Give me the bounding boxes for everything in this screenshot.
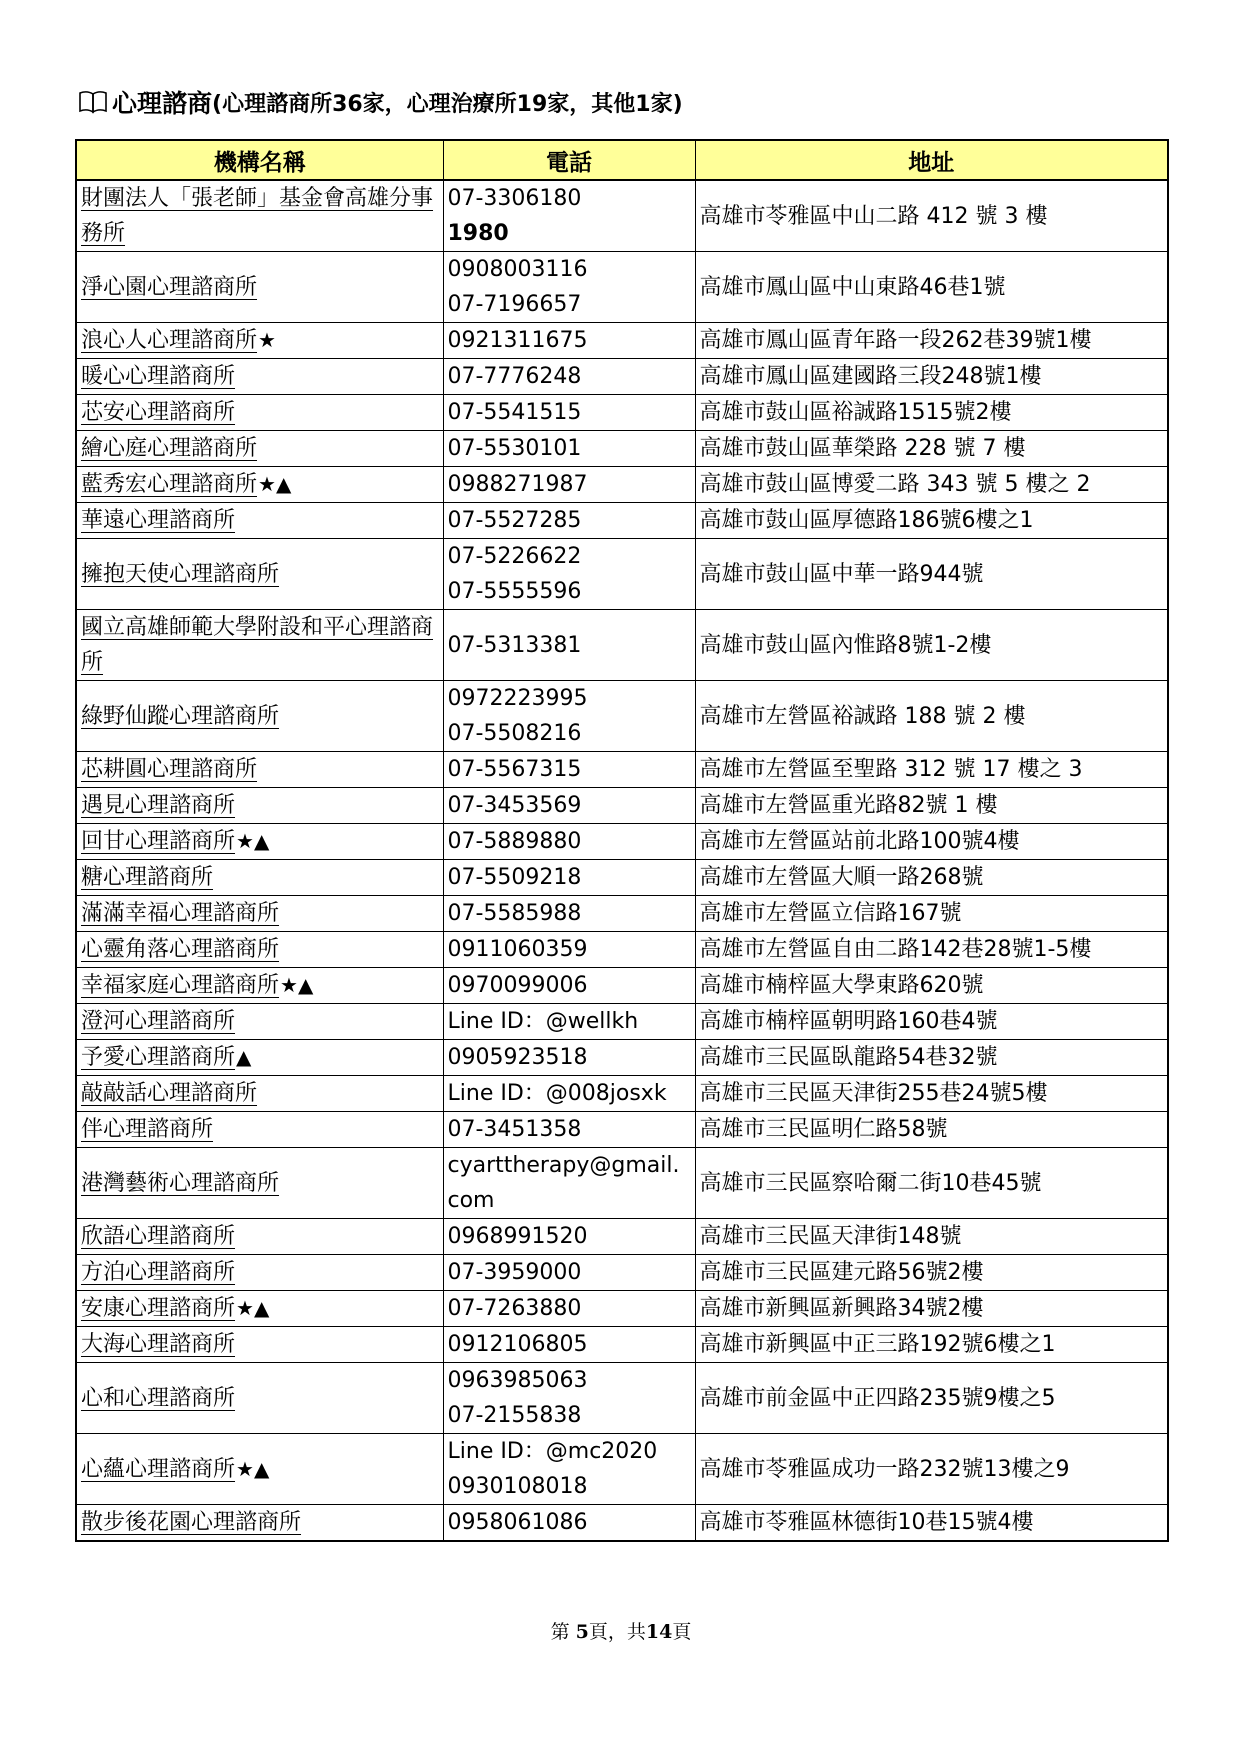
org-name: 滿滿幸福心理諮商所 — [81, 901, 280, 926]
org-name-cell — [76, 1040, 443, 1076]
org-name-cell — [76, 503, 443, 539]
phone-cell — [443, 788, 695, 824]
footer-total-pages: 14 — [645, 1621, 673, 1643]
address-cell: 高雄市鳳山區青年路一段262巷39號1樓 — [695, 323, 1168, 359]
org-name-cell — [76, 788, 443, 824]
org-name: 敲敲話心理諮商所 — [81, 1081, 258, 1106]
phone-number: 07-3453569 — [447, 793, 582, 818]
address-cell: 高雄市三民區明仁路58號 — [695, 1112, 1168, 1148]
address-cell: 高雄市楠梓區大學東路620號 — [695, 968, 1168, 1004]
phone-cell — [443, 1434, 695, 1505]
phone-cell — [443, 1255, 695, 1291]
table-row — [76, 1255, 1168, 1291]
phone-number: 0970099006 — [447, 973, 588, 998]
org-name-cell — [76, 752, 443, 788]
org-name-cell — [76, 395, 443, 431]
org-name-cell — [76, 467, 443, 503]
org-name: 欣語心理諮商所 — [81, 1224, 236, 1249]
org-name-cell — [76, 1148, 443, 1219]
org-name: 伴心理諮商所 — [81, 1117, 214, 1142]
table-row — [76, 1327, 1168, 1363]
org-name-cell — [76, 1112, 443, 1148]
phone-cell — [443, 752, 695, 788]
address-cell: 高雄市前金區中正四路235號9樓之5 — [695, 1363, 1168, 1434]
phone-cell — [443, 968, 695, 1004]
phone-number: cyarttherapy@gmail.com — [447, 1153, 680, 1213]
phone-number: 07-7263880 — [447, 1296, 582, 1321]
org-name: 財團法人「張老師」基金會高雄分事務所 — [81, 186, 434, 246]
org-marks: ▲ — [236, 1045, 252, 1069]
address-cell: 高雄市左營區裕誠路 188 號 2 樓 — [695, 681, 1168, 752]
org-name-cell — [76, 1076, 443, 1112]
org-name-cell — [76, 860, 443, 896]
address-cell: 高雄市鼓山區厚德路186號6樓之1 — [695, 503, 1168, 539]
phone-cell — [443, 1004, 695, 1040]
org-name: 安康心理諮商所 — [81, 1296, 236, 1321]
table-row — [76, 968, 1168, 1004]
phone-cell — [443, 824, 695, 860]
table-row — [76, 252, 1168, 323]
table-row — [76, 681, 1168, 752]
org-name-cell — [76, 252, 443, 323]
table-header-row — [76, 140, 1168, 180]
table-row — [76, 395, 1168, 431]
org-name: 國立高雄師範大學附設和平心理諮商所 — [81, 615, 434, 675]
phone-number: 0988271987 — [447, 472, 588, 497]
address-cell: 高雄市鳳山區建國路三段248號1樓 — [695, 359, 1168, 395]
phone-cell — [443, 1148, 695, 1219]
phone-number: 07-5555596 — [447, 579, 582, 604]
table-row — [76, 824, 1168, 860]
address-cell: 高雄市鼓山區華榮路 228 號 7 樓 — [695, 431, 1168, 467]
table-row — [76, 1040, 1168, 1076]
phone-number: 07-5313381 — [447, 632, 582, 658]
phone-cell — [443, 431, 695, 467]
org-name: 幸福家庭心理諮商所 — [81, 973, 280, 998]
phone-cell — [443, 1327, 695, 1363]
phone-number: 07-3959000 — [447, 1260, 582, 1285]
phone-number: 07-5527285 — [447, 508, 582, 533]
phone-cell — [443, 932, 695, 968]
org-name-cell — [76, 180, 443, 252]
footer-suffix: 頁 — [672, 1621, 692, 1643]
org-name: 繪心庭心理諮商所 — [81, 436, 258, 461]
phone-number: 07-3451358 — [447, 1117, 582, 1142]
address-cell: 高雄市鼓山區博愛二路 343 號 5 樓之 2 — [695, 467, 1168, 503]
table-row — [76, 1434, 1168, 1505]
org-name-cell — [76, 896, 443, 932]
org-name: 暖心心理諮商所 — [81, 364, 236, 389]
org-marks: ★▲ — [280, 973, 314, 997]
phone-number: 07-5889880 — [447, 829, 582, 854]
phone-cell — [443, 1076, 695, 1112]
phone-cell — [443, 896, 695, 932]
org-name-cell — [76, 359, 443, 395]
org-name: 浪心人心理諮商所 — [81, 328, 258, 353]
footer-prefix: 第 — [550, 1621, 576, 1643]
org-name: 藍秀宏心理諮商所 — [81, 472, 258, 497]
table-row — [76, 431, 1168, 467]
table-row — [76, 467, 1168, 503]
phone-number: 0921311675 — [447, 328, 588, 353]
org-name: 芯安心理諮商所 — [81, 400, 236, 425]
phone-number: 07-3306180 — [447, 186, 582, 211]
org-name: 心和心理諮商所 — [81, 1385, 236, 1411]
phone-cell — [443, 610, 695, 681]
phone-cell — [443, 1040, 695, 1076]
phone-number: 0930108018 — [447, 1474, 588, 1499]
phone-number: Line ID：@wellkh — [447, 1009, 639, 1034]
address-cell: 高雄市苓雅區林德街10巷15號4樓 — [695, 1505, 1168, 1542]
header-address: 地址 — [695, 140, 1168, 180]
address-cell: 高雄市左營區至聖路 312 號 17 樓之 3 — [695, 752, 1168, 788]
phone-cell — [443, 1291, 695, 1327]
phone-number: 07-5530101 — [447, 436, 582, 461]
phone-number: 0958061086 — [447, 1510, 588, 1535]
phone-cell — [443, 539, 695, 610]
phone-cell — [443, 681, 695, 752]
org-name: 綠野仙蹤心理諮商所 — [81, 703, 280, 729]
phone-cell — [443, 503, 695, 539]
footer-page-number: 5 — [575, 1621, 589, 1643]
phone-number: Line ID：@008josxk — [447, 1081, 667, 1106]
address-cell: 高雄市鳳山區中山東路46巷1號 — [695, 252, 1168, 323]
table-row — [76, 1505, 1168, 1542]
table-row — [76, 610, 1168, 681]
address-cell: 高雄市鼓山區中華一路944號 — [695, 539, 1168, 610]
open-book-icon — [78, 90, 108, 114]
table-row — [76, 896, 1168, 932]
phone-number: Line ID：@mc2020 — [447, 1439, 658, 1464]
table-row — [76, 323, 1168, 359]
page-footer — [0, 1617, 1242, 1644]
phone-number: 07-5508216 — [447, 721, 582, 746]
phone-number: 07-7196657 — [447, 292, 582, 317]
address-cell: 高雄市左營區大順一路268號 — [695, 860, 1168, 896]
table-row — [76, 1148, 1168, 1219]
table-row — [76, 539, 1168, 610]
address-cell: 高雄市楠梓區朝明路160巷4號 — [695, 1004, 1168, 1040]
phone-cell — [443, 323, 695, 359]
phone-cell — [443, 467, 695, 503]
address-cell: 高雄市三民區臥龍路54巷32號 — [695, 1040, 1168, 1076]
org-name: 大海心理諮商所 — [81, 1332, 236, 1357]
org-name: 心靈角落心理諮商所 — [81, 937, 280, 962]
org-name-cell — [76, 1255, 443, 1291]
org-name: 遇見心理諮商所 — [81, 793, 236, 818]
phone-number: 07-5585988 — [447, 901, 582, 926]
address-cell: 高雄市左營區自由二路142巷28號1-5樓 — [695, 932, 1168, 968]
address-cell: 高雄市左營區重光路82號 1 樓 — [695, 788, 1168, 824]
phone-cell — [443, 180, 695, 252]
footer-middle: 頁，共 — [588, 1621, 646, 1643]
table-row — [76, 1219, 1168, 1255]
phone-cell — [443, 252, 695, 323]
address-cell: 高雄市三民區天津街255巷24號5樓 — [695, 1076, 1168, 1112]
phone-number: 0905923518 — [447, 1045, 588, 1070]
org-name-cell — [76, 1291, 443, 1327]
org-name-cell — [76, 431, 443, 467]
table-row — [76, 788, 1168, 824]
table-row — [76, 1112, 1168, 1148]
phone-cell — [443, 359, 695, 395]
address-cell: 高雄市左營區站前北路100號4樓 — [695, 824, 1168, 860]
header-org-name: 機構名稱 — [76, 140, 443, 180]
table-row — [76, 1076, 1168, 1112]
section-heading — [78, 82, 683, 122]
phone-number: 0912106805 — [447, 1332, 588, 1357]
table-row — [76, 1004, 1168, 1040]
phone-number: 0968991520 — [447, 1224, 588, 1249]
org-name-cell — [76, 1219, 443, 1255]
org-name-cell — [76, 932, 443, 968]
table-row — [76, 503, 1168, 539]
org-name: 港灣藝術心理諮商所 — [81, 1170, 280, 1196]
org-name: 澄河心理諮商所 — [81, 1009, 236, 1034]
org-name-cell — [76, 610, 443, 681]
phone-number: 0972223995 — [447, 686, 588, 711]
table-row — [76, 1291, 1168, 1327]
phone-number: 07-7776248 — [447, 364, 582, 389]
phone-cell — [443, 1505, 695, 1542]
table-row — [76, 932, 1168, 968]
org-marks: ★▲ — [236, 829, 270, 853]
org-name: 方泊心理諮商所 — [81, 1260, 236, 1285]
phone-number: 1980 — [447, 221, 509, 246]
phone-number: 0911060359 — [447, 937, 588, 962]
org-marks: ★▲ — [236, 1456, 270, 1481]
address-cell: 高雄市新興區新興路34號2樓 — [695, 1291, 1168, 1327]
table-body — [76, 180, 1168, 1541]
org-name: 散步後花園心理諮商所 — [81, 1510, 302, 1535]
header-phone: 電話 — [443, 140, 695, 180]
phone-number: 07-5567315 — [447, 757, 582, 782]
org-name: 芯耕圓心理諮商所 — [81, 757, 258, 782]
phone-number: 07-5541515 — [447, 400, 582, 425]
address-cell: 高雄市三民區察哈爾二街10巷45號 — [695, 1148, 1168, 1219]
org-name: 予愛心理諮商所 — [81, 1045, 236, 1070]
org-name-cell — [76, 1505, 443, 1542]
address-cell: 高雄市三民區天津街148號 — [695, 1219, 1168, 1255]
phone-cell — [443, 395, 695, 431]
phone-number: 07-5226622 — [447, 544, 582, 569]
phone-number: 0963985063 — [447, 1368, 588, 1393]
table-row — [76, 860, 1168, 896]
address-cell: 高雄市苓雅區成功一路232號13樓之9 — [695, 1434, 1168, 1505]
section-title: 心理諮商 — [112, 89, 213, 118]
address-cell: 高雄市三民區建元路56號2樓 — [695, 1255, 1168, 1291]
address-cell: 高雄市左營區立信路167號 — [695, 896, 1168, 932]
org-name: 華遠心理諮商所 — [81, 508, 236, 533]
table-row — [76, 359, 1168, 395]
phone-number: 0908003116 — [447, 257, 588, 282]
org-name: 糖心理諮商所 — [81, 865, 214, 890]
phone-number: 07-2155838 — [447, 1403, 582, 1428]
org-name: 擁抱天使心理諮商所 — [81, 561, 280, 587]
counseling-directory-table — [75, 139, 1169, 1542]
org-name-cell — [76, 968, 443, 1004]
org-name-cell — [76, 824, 443, 860]
org-marks: ★ — [258, 328, 276, 352]
org-name: 心蘊心理諮商所 — [81, 1456, 236, 1482]
address-cell: 高雄市鼓山區裕誠路1515號2樓 — [695, 395, 1168, 431]
org-name: 淨心園心理諮商所 — [81, 274, 258, 300]
org-marks: ★▲ — [236, 1296, 270, 1320]
phone-cell — [443, 1363, 695, 1434]
org-name-cell — [76, 1363, 443, 1434]
table-row — [76, 1363, 1168, 1434]
org-name-cell — [76, 1004, 443, 1040]
section-subtitle: (心理諮商所36家，心理治療所19家，其他1家) — [212, 91, 683, 117]
org-name-cell — [76, 681, 443, 752]
org-name-cell — [76, 1434, 443, 1505]
address-cell: 高雄市鼓山區內惟路8號1-2樓 — [695, 610, 1168, 681]
address-cell: 高雄市苓雅區中山二路 412 號 3 樓 — [695, 180, 1168, 252]
org-name: 回甘心理諮商所 — [81, 829, 236, 854]
phone-cell — [443, 1112, 695, 1148]
org-marks: ★▲ — [258, 472, 292, 496]
org-name-cell — [76, 1327, 443, 1363]
phone-number: 07-5509218 — [447, 865, 582, 890]
org-name-cell — [76, 539, 443, 610]
address-cell: 高雄市新興區中正三路192號6樓之1 — [695, 1327, 1168, 1363]
org-name-cell — [76, 323, 443, 359]
phone-cell — [443, 1219, 695, 1255]
table-row — [76, 752, 1168, 788]
phone-cell — [443, 860, 695, 896]
table-row — [76, 180, 1168, 252]
